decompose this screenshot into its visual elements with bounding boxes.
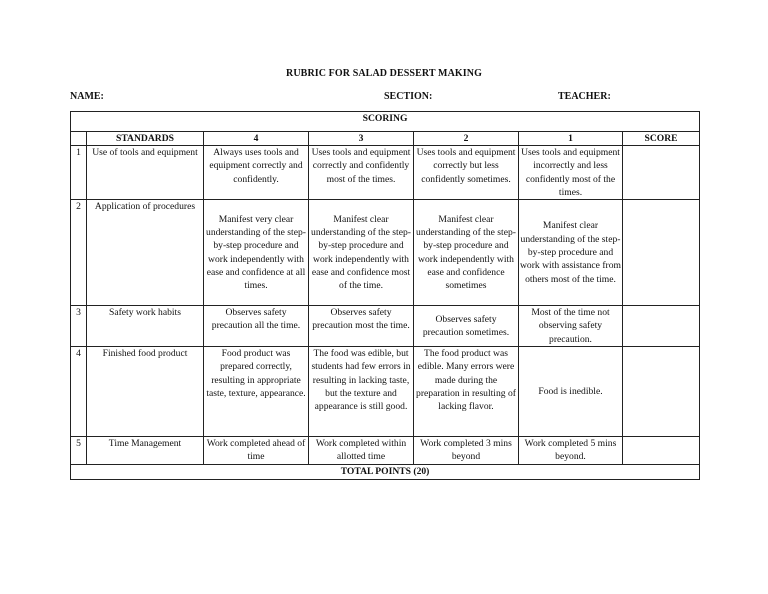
score-2-cell: The food product was edible. Many errors were made during the preparation in resulting of lacking flavor. [414, 347, 519, 437]
table-row [71, 200, 700, 306]
score-cell[interactable] [623, 200, 700, 306]
score-2-header: 2 [414, 132, 519, 146]
score-3-cell: The food was edible, but students had few errors in resulting in lacking taste, but the texture and appearance is still good. [309, 347, 414, 437]
score-cell[interactable] [623, 306, 700, 347]
score-2-cell: Observes safety precaution sometimes. [414, 306, 519, 347]
scoring-header: SCORING [71, 112, 700, 132]
table-row [71, 146, 700, 200]
score-cell[interactable] [623, 146, 700, 200]
row-number: 1 [71, 146, 87, 200]
standard-cell: Application of procedures [87, 200, 204, 306]
score-4-cell: Always uses tools and equipment correctly and confidently. [204, 146, 309, 200]
score-2-cell: Uses tools and equipment correctly but less confidently sometimes. [414, 146, 519, 200]
document-title: RUBRIC FOR SALAD DESSERT MAKING [286, 68, 482, 79]
score-cell[interactable] [623, 437, 700, 465]
score-2-cell: Manifest clear understanding of the step-by-step procedure and work independently with ease and confidence sometimes [414, 200, 519, 306]
rubric-table [70, 111, 700, 480]
score-3-cell: Observes safety precaution most the time. [309, 306, 414, 347]
name-label: NAME: [70, 91, 104, 102]
score-cell[interactable] [623, 347, 700, 437]
row-number: 3 [71, 306, 87, 347]
standard-cell: Time Management [87, 437, 204, 465]
num-header [71, 132, 87, 146]
score-4-header: 4 [204, 132, 309, 146]
column-header-row [71, 132, 700, 146]
standards-header: STANDARDS [87, 132, 204, 146]
table-row [71, 437, 700, 465]
score-1-cell: Uses tools and equipment incorrectly and less confidently most of the times. [519, 146, 623, 200]
score-1-cell: Most of the time not observing safety precaution. [519, 306, 623, 347]
row-number: 5 [71, 437, 87, 465]
total-points: TOTAL POINTS (20) [71, 465, 700, 480]
score-3-header: 3 [309, 132, 414, 146]
score-3-cell: Work completed within allotted time [309, 437, 414, 465]
score-1-cell: Work completed 5 mins beyond. [519, 437, 623, 465]
standard-cell: Use of tools and equipment [87, 146, 204, 200]
row-number: 4 [71, 347, 87, 437]
score-3-cell: Manifest clear understanding of the step-by-step procedure and work independently with ease and confidence most of the time. [309, 200, 414, 306]
score-4-cell: Work completed ahead of time [204, 437, 309, 465]
table-row [71, 347, 700, 437]
score-3-cell: Uses tools and equipment correctly and confidently most of the times. [309, 146, 414, 200]
score-1-cell: Food is inedible. [519, 347, 623, 437]
section-label: SECTION: [384, 91, 433, 102]
standard-cell: Finished food product [87, 347, 204, 437]
score-4-cell: Manifest very clear understanding of the step-by-step procedure and work independently with ease and confidence at all times. [204, 200, 309, 306]
score-4-cell: Observes safety precaution all the time. [204, 306, 309, 347]
score-2-cell: Work completed 3 mins beyond [414, 437, 519, 465]
teacher-label: TEACHER: [558, 91, 611, 102]
row-number: 2 [71, 200, 87, 306]
score-4-cell: Food product was prepared correctly, resulting in appropriate taste, texture, appearance. [204, 347, 309, 437]
standard-cell: Safety work habits [87, 306, 204, 347]
score-1-cell: Manifest clear understanding of the step-by-step procedure and work with assistance from others most of the time. [519, 200, 623, 306]
score-header: SCORE [623, 132, 700, 146]
table-row [71, 306, 700, 347]
score-1-header: 1 [519, 132, 623, 146]
